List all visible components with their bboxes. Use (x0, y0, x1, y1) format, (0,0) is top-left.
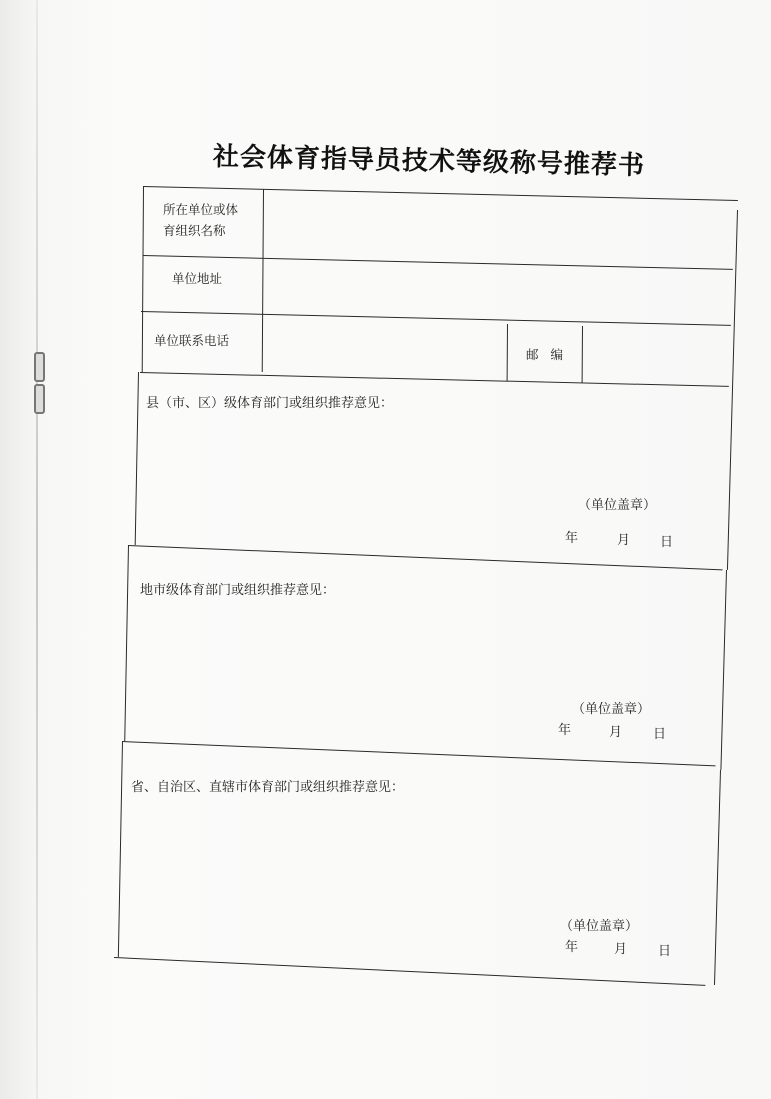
table-border-left (118, 741, 123, 957)
table-border-left (124, 545, 129, 741)
address-label: 单位地址 (172, 271, 223, 286)
postcode-label: 邮 编 (526, 347, 567, 362)
province-date-day: 日 (658, 944, 672, 959)
page-fold (36, 0, 38, 1099)
table-border-right (720, 570, 727, 770)
county-date-year: 年 (565, 531, 579, 546)
county-opinion-heading: 县（市、区）级体育部门或组织推荐意见： (146, 396, 394, 411)
table-row-divider (140, 372, 729, 387)
document-title: 社会体育指导员技术等级称号推荐书 (212, 142, 646, 182)
table-column-divider (582, 326, 584, 383)
table-row-divider (143, 255, 733, 270)
province-date-year: 年 (565, 940, 579, 955)
table-column-divider (262, 189, 264, 372)
province-opinion-heading: 省、自治区、直辖市体育部门或组织推荐意见： (131, 780, 405, 795)
city-date-year: 年 (558, 723, 572, 738)
table-border-left (142, 186, 144, 372)
table-border-right (727, 210, 738, 570)
table-border-bottom (114, 957, 705, 986)
table-column-divider (507, 324, 509, 381)
section-divider (122, 741, 716, 767)
phone-label: 单位联系电话 (154, 333, 230, 348)
staple-mark (34, 384, 45, 414)
county-date-month: 月 (617, 533, 631, 548)
county-date-day: 日 (660, 535, 674, 550)
county-seal-note: （单位盖章） (578, 498, 657, 513)
staple-mark (34, 352, 45, 382)
city-date-month: 月 (609, 725, 623, 740)
city-date-day: 日 (653, 727, 667, 742)
province-date-month: 月 (614, 942, 628, 957)
city-opinion-heading: 地市级体育部门或组织推荐意见： (140, 583, 336, 598)
province-seal-note: （单位盖章） (560, 919, 639, 934)
table-border-right (714, 770, 721, 985)
table-row-divider (141, 311, 731, 326)
section-divider (128, 545, 723, 571)
city-seal-note: （单位盖章） (572, 702, 651, 717)
table-border-left (135, 372, 140, 545)
org-name-label-line2: 育组织名称 (163, 223, 226, 238)
org-name-label-line1: 所在单位或体 (163, 202, 239, 217)
